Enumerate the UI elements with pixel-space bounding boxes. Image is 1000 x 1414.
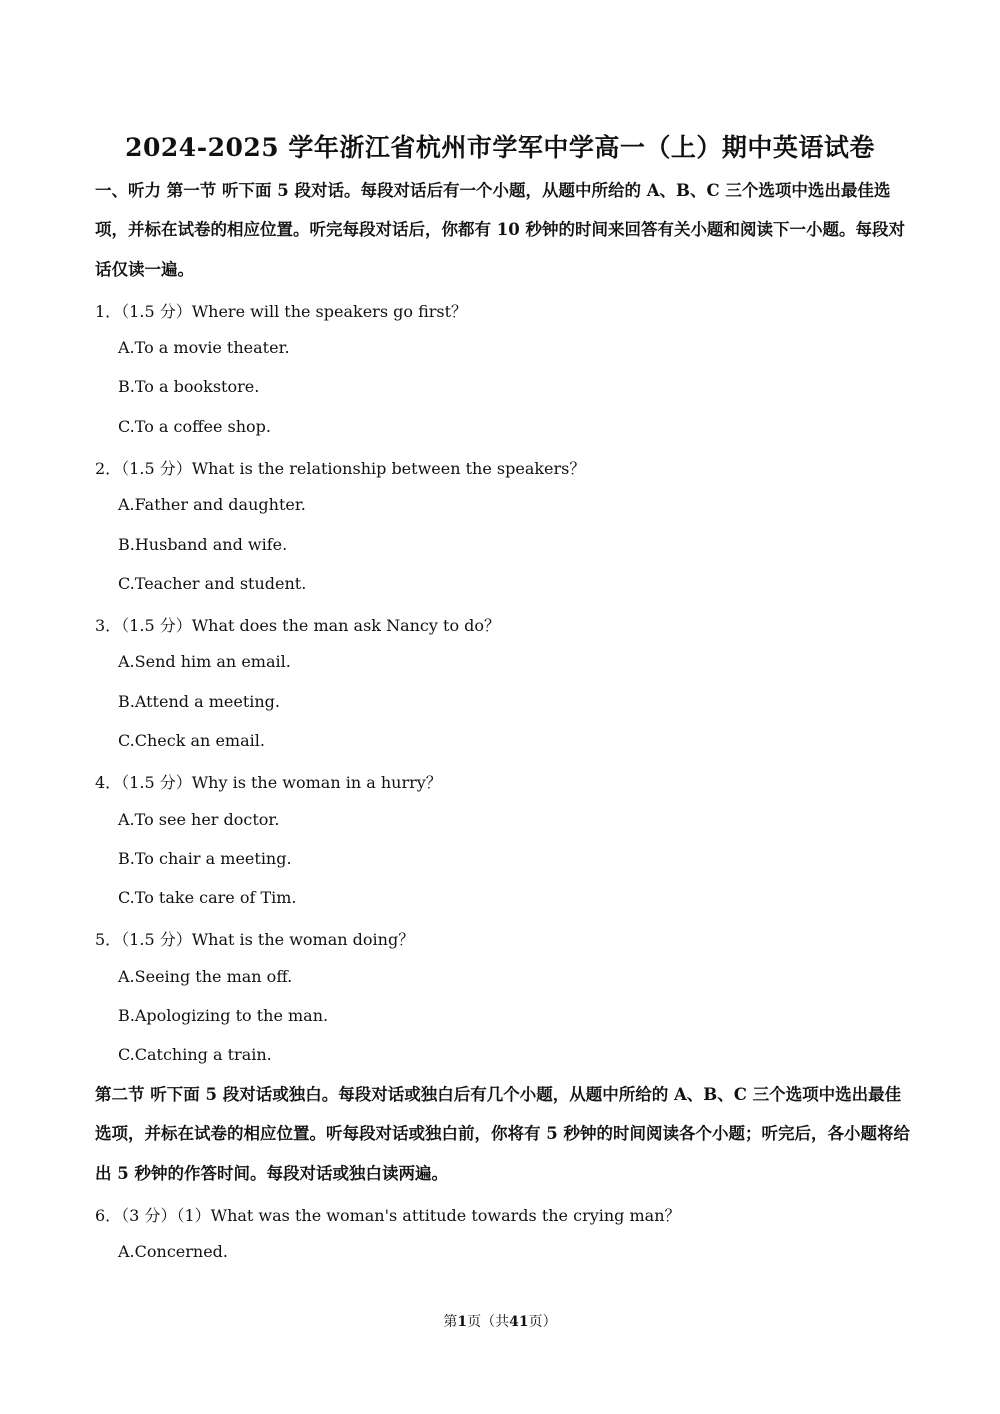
question-1-stem: 1．（1.5 分）Where will the speakers go first？: [95, 302, 468, 321]
question-5-option-b: B.Apologizing to the man.: [118, 1006, 329, 1025]
question-3-option-c: C.Check an email.: [118, 731, 265, 750]
question-2-option-b: B.Husband and wife.: [118, 535, 288, 554]
question-3-option-a: A.Send him an email.: [118, 652, 291, 671]
section2-instructions: 第二节 听下面 5 段对话或独白。每段对话或独白后有几个小题，从题中所给的 A、B、C 三个选项中选出最佳选项，并标在试卷的相应位置。听每段对话或独白前，你将有 5 秒钟的时间阅读各个小题；听完后，各小题将给出 5 秒钟的作答时间。每段对话或独白读两遍。: [95, 1085, 910, 1183]
question-5-stem: 5．（1.5 分）What is the woman doing？: [95, 930, 415, 949]
footer-page-number: 1: [457, 1314, 468, 1330]
question-4-option-a: A.To see her doctor.: [118, 810, 280, 829]
section1-instructions: 一、听力 第一节 听下面 5 段对话。每段对话后有一个小题，从题中所给的 A、B、C 三个选项中选出最佳选项，并标在试卷的相应位置。听完每段对话后，你都有 10 秒钟的时间来回答有关小题和阅读下一小题。每段对话仅读一遍。: [95, 181, 905, 279]
question-6-stem: 6．（3 分）（1）What was the woman's attitude towards the crying man？: [95, 1206, 681, 1225]
question-2-stem: 2．（1.5 分）What is the relationship between the speakers？: [95, 459, 586, 478]
question-1-option-c: C.To a coffee shop.: [118, 417, 271, 436]
question-4-option-b: B.To chair a meeting.: [118, 849, 292, 868]
question-4-option-c: C.To take care of Tim.: [118, 888, 297, 907]
footer-prefix: 第: [443, 1314, 458, 1330]
question-6-option-a: A.Concerned.: [118, 1242, 228, 1261]
footer-suffix: 页）: [528, 1314, 557, 1330]
footer-mid: 页（共: [467, 1314, 510, 1330]
question-2-option-a: A.Father and daughter.: [118, 495, 306, 514]
question-4-stem: 4．（1.5 分）Why is the woman in a hurry？: [95, 773, 442, 792]
question-3-option-b: B.Attend a meeting.: [118, 692, 280, 711]
page-footer: [0, 1311, 1000, 1331]
question-1-option-b: B.To a bookstore.: [118, 377, 260, 396]
question-2-option-c: C.Teacher and student.: [118, 574, 307, 593]
page-title: 2024-2025 学年浙江省杭州市学军中学高一（上）期中英语试卷: [125, 133, 875, 162]
question-5-option-a: A.Seeing the man off.: [118, 967, 293, 986]
question-1-option-a: A.To a movie theater.: [118, 338, 290, 357]
question-5-option-c: C.Catching a train.: [118, 1045, 272, 1064]
footer-total-pages: 41: [509, 1314, 529, 1330]
question-3-stem: 3．（1.5 分）What does the man ask Nancy to do？: [95, 616, 501, 635]
